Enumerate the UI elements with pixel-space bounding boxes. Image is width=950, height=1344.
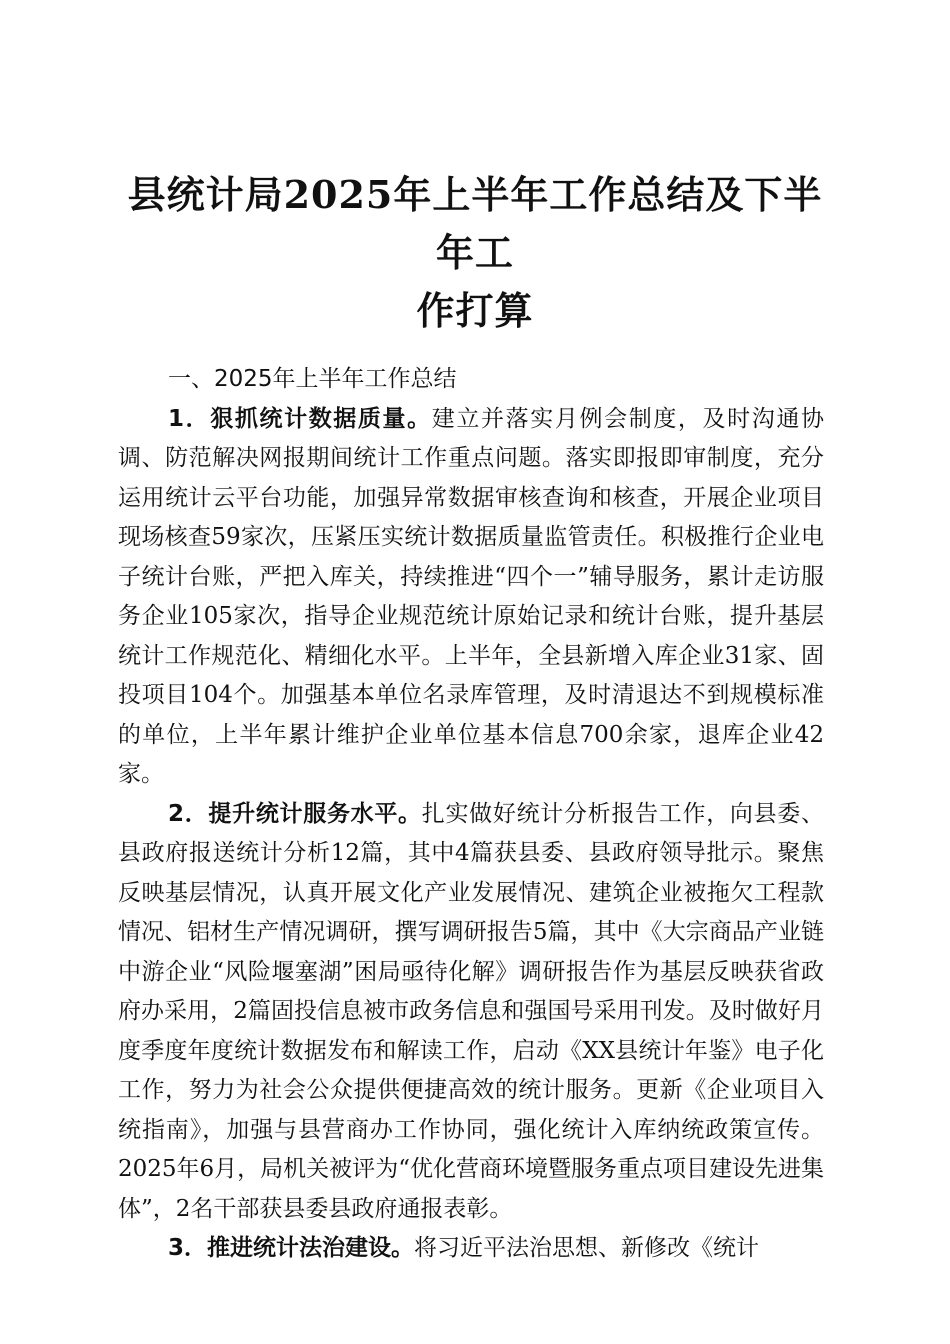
paragraph-3-text: 将习近平法治思想、新修改《统计 <box>414 1235 760 1261</box>
document-title-line-1: 县统计局2025年上半年工作总结及下半年工 <box>127 172 823 275</box>
paragraph-3-lead: 推进统计法治建设。 <box>207 1235 415 1261</box>
paragraph-3 <box>118 1229 824 1269</box>
document-title-line-2: 作打算 <box>416 288 534 333</box>
paragraph-2-lead: 提升统计服务水平。 <box>208 800 422 827</box>
document-body <box>118 360 824 1269</box>
paragraph-2-number: 2． <box>168 800 209 827</box>
paragraph-1-lead: 狠抓统计数据质量。 <box>210 405 432 432</box>
paragraph-1-text: 建立并落实月例会制度，及时沟通协调、防范解决网报期间统计工作重点问题。落实即报即审制度，充分运用统计云平台功能，加强异常数据审核查询和核查，开展企业项目现场核查59家次，压紧压实统计数据质量监管责任。积极推行企业电子统计台账，严把入库关，持续推进“四个一”辅导服务，累计走访服务企业105家次，指导企业规范统计原始记录和统计台账，提升基层统计工作规范化、精细化水平。上半年，全县新增入库企业31家、固投项目104个。加强基本单位名录库管理，及时清退达不到规模标准的单位，上半年累计维护企业单位基本信息700余家，退库企业42家。 <box>118 405 825 787</box>
paragraph-2-text: 扎实做好统计分析报告工作，向县委、县政府报送统计分析12篇，其中4篇获县委、县政府领导批示。聚焦反映基层情况，认真开展文化产业发展情况、建筑企业被拖欠工程款情况、铝材生产情况调研，撰写调研报告5篇，其中《大宗商品产业链中游企业“风险堰塞湖”困局亟待化解》调研报告作为基层反映获省政府办采用，2篇固投信息被市政务信息和强国号采用刊发。及时做好月度季度年度统计数据发布和解读工作，启动《XX县统计年鉴》电子化工作，努力为社会公众提供便捷高效的统计服务。更新《企业项目入统指南》，加强与县营商办工作协同，强化统计入库纳统政策宣传。2025年6月，局机关被评为“优化营商环境暨服务重点项目建设先进集体”，2名干部获县委县政府通报表彰。 <box>118 800 824 1222</box>
paragraph-3-number: 3． <box>168 1235 208 1261</box>
paragraph-1 <box>118 400 824 795</box>
paragraph-1-number: 1． <box>168 405 211 432</box>
section-heading: 一、2025年上半年工作总结 <box>168 366 457 392</box>
document-title <box>118 166 832 340</box>
paragraph-2 <box>118 795 824 1230</box>
